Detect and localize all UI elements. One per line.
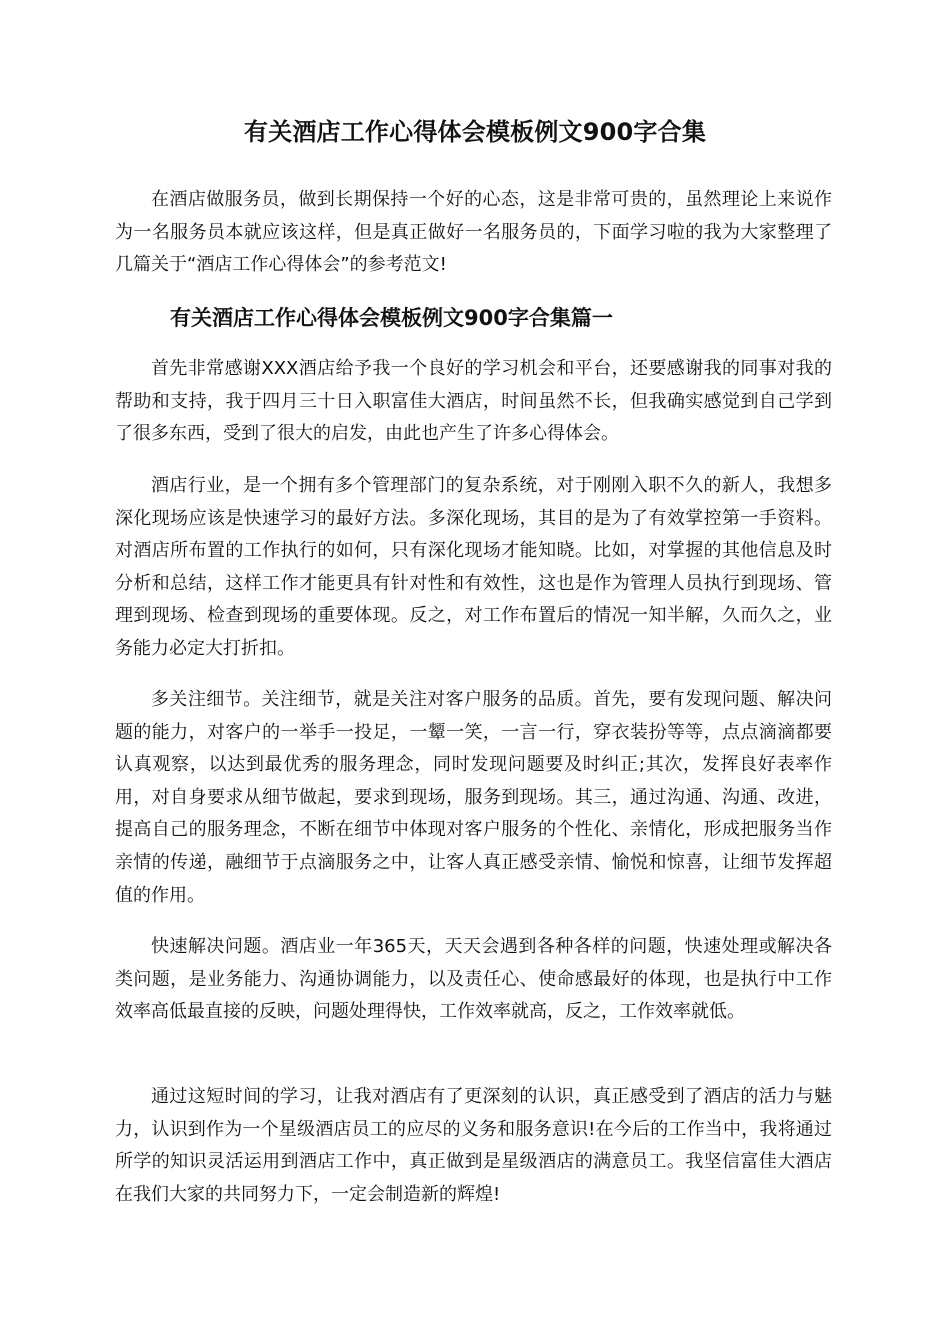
paragraph-3: 多关注细节。关注细节，就是关注对客户服务的品质。首先，要有发现问题、解决问题的能力，对客户的一举手一投足，一颦一笑，一言一行，穿衣装扮等等，点点滴滴都要认真观察，以达到最优秀的服务理念，同时发现问题要及时纠正;其次，发挥良好表率作用，对自身要求从细节做起，要求到现场，服务到现场。其三，通过沟通、沟通、改进，提高自己的服务理念，不断在细节中体现对客户服务的个性化、亲情化，形成把服务当作亲情的传递，融细节于点滴服务之中，让客人真正感受亲情、愉悦和惊喜，让细节发挥超值的作用。 — [115, 689, 832, 906]
section-heading: 有关酒店工作心得体会模板例文900字合集篇一 — [170, 306, 613, 330]
paragraph-1: 首先非常感谢XXX酒店给予我一个良好的学习机会和平台，还要感谢我的同事对我的帮助和支持，我于四月三十日入职富佳大酒店，时间虽然不长，但我确实感觉到自己学到了很多东西，受到了很大的启发，由此也产生了许多心得体会。 — [115, 358, 832, 445]
paragraph-5: 通过这短时间的学习，让我对酒店有了更深刻的认识，真正感受到了酒店的活力与魅力，认识到作为一个星级酒店员工的应尽的义务和服务意识!在今后的工作当中，我将通过所学的知识灵活运用到酒店工作中，真正做到是星级酒店的满意员工。我坚信富佳大酒店在我们大家的共同努力下，一定会制造新的辉煌! — [115, 1086, 832, 1205]
paragraph-4: 快速解决问题。酒店业一年365天，天天会遇到各种各样的问题，快速处理或解决各类问题，是业务能力、沟通协调能力，以及责任心、使命感最好的体现，也是执行中工作效率高低最直接的反映，问题处理得快，工作效率就高，反之，工作效率就低。 — [115, 936, 832, 1023]
document-title: 有关酒店工作心得体会模板例文900字合集 — [243, 118, 707, 146]
intro-paragraph: 在酒店做服务员，做到长期保持一个好的心态，这是非常可贵的，虽然理论上来说作为一名服务员本就应该这样，但是真正做好一名服务员的，下面学习啦的我为大家整理了几篇关于“酒店工作心得体会”的参考范文! — [115, 189, 832, 276]
paragraph-2: 酒店行业，是一个拥有多个管理部门的复杂系统，对于刚刚入职不久的新人，我想多深化现场应该是快速学习的最好方法。多深化现场，其目的是为了有效掌控第一手资料。对酒店所布置的工作执行的如何，只有深化现场才能知晓。比如，对掌握的其他信息及时分析和总结，这样工作才能更具有针对性和有效性，这也是作为管理人员执行到现场、管理到现场、检查到现场的重要体现。反之，对工作布置后的情况一知半解，久而久之，业务能力必定大打折扣。 — [115, 475, 832, 659]
